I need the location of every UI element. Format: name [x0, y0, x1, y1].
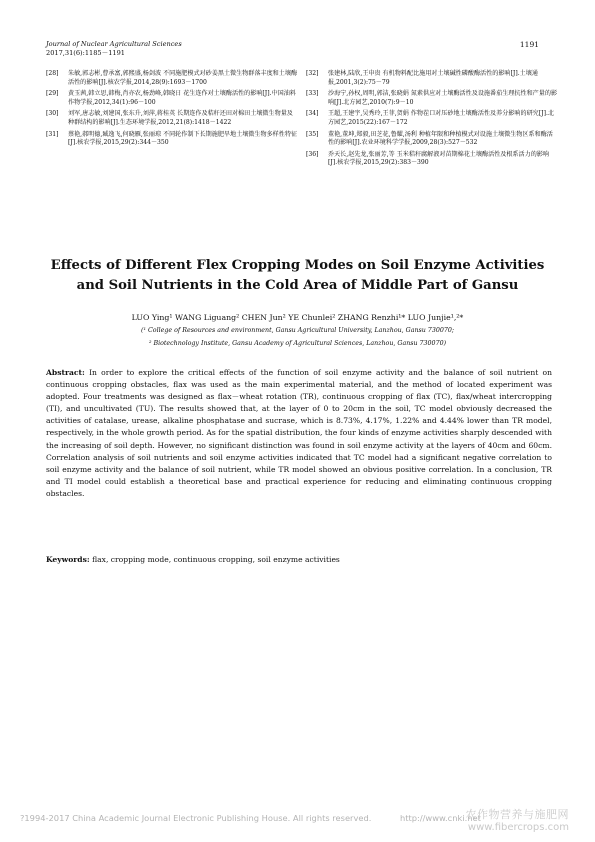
reference-number: [34] [306, 110, 319, 118]
abstract [46, 367, 552, 500]
watermark-text: 农作物营养与施肥网 [465, 808, 569, 821]
reference-number: [31] [46, 130, 59, 138]
paper-title [30, 256, 565, 296]
reference-text: 黄玉茜,韩立思,韩梅,肖亦农,杨劲峰,韩晓日 花生连作对土壤酶活性的影响[J].中国油料作物学报,2012,34(1):96－100 [68, 90, 296, 106]
reference-text: 王超,王建宇,吴秀玲,王菲,贺娟 作物茬口对压砂地土壤酶活性及养分影响的研究[J].北方园艺,2015(22):167－172 [328, 110, 555, 126]
keywords-text: flax, cropping mode, continuous cropping, soil enzyme activities [92, 555, 340, 564]
affiliation-2: ² Biotechnology Institute, Gansu Academy of Agricultural Sciences, Lanzhou, Gansu 730070) [148, 340, 447, 347]
reference-number: [33] [306, 90, 319, 98]
abstract-text: In order to explore the critical effects of the function of soil enzyme activity and the balance of soil nutrient on continuous cropping obstacles, flax was used as the main experimental material, and the method of located experiment was adopted. Four treatments was designed as flax－wheat rotation (TR), continuous cropping of flax (TC), flax/wheat intercropping (TI), and uncultivated (TU). The results showed that, at the layer of 0 to 20cm in the soil, TC model obviously decreased the activities of catalase, urease, alkaline phosphatase and sucrase, which is 8.73%, 4.17%, 1.22% and 4.44% lower than TR model, respectively, in the whole growth period. As for the spatial distribution, the four kinds of enzyme activities sharply descended with the increasing of soil depth. However, no significant distinction was found in soil enzyme activity at the layers of 40cm and 60cm. Correlation analysis of soil nutrients and soil enzyme activities indicated that TC model had a significant negative correlation to soil enzyme activity and the balance of soil nutrient, while TR model showed an obvious positive correlation. In a conclusion, TR and TI model could establish a theoretical base and practical experience for reducing and eliminating continuous cropping obstacles. [46, 368, 552, 498]
reference-text: 张建林,陆欣,王申贵 有机物料配比施用对土壤碱性磷酸酶活性的影响[J].土壤通报,2001,3(2):75－79 [328, 70, 538, 86]
author-list: LUO Ying¹ WANG Liguang² CHEN Jun² YE Chunlei² ZHANG Renzhi¹* LUO Junjie¹,²* [131, 313, 464, 322]
affiliation-1: (¹ College of Resources and environment, Gansu Agricultural University, Lanzhou, Gansu 730070; [141, 327, 454, 334]
reference-number: [29] [46, 90, 59, 98]
reference-item [46, 131, 298, 148]
reference-number: [28] [46, 70, 59, 77]
reference-text: 董艳,董坤,郑毅,田芝花,鲁耀,汤利 种植年限和种植模式对设施土壤微生物区系和酶活性的影响[J].农业环境科学学报,2009,28(3):527－532 [328, 130, 553, 147]
copyright-footer: ?1994-2017 China Academic Journal Electronic Publishing House. All rights reserved. [20, 813, 372, 823]
references-left-column [46, 70, 298, 151]
reference-item [306, 70, 558, 87]
references-right-column [306, 70, 558, 171]
reference-item [306, 131, 558, 148]
abstract-label: Abstract: [46, 368, 85, 377]
title-line-2: and Soil Nutrients in the Cold Area of Middle Part of Gansu [76, 278, 519, 293]
reference-item [306, 110, 558, 127]
reference-number: [35] [306, 130, 319, 138]
reference-item [306, 151, 558, 168]
reference-text: 朱敏,郭志彬,曹承富,郭熙盛,杨剑波 不同施肥模式对砂姜黑土微生物群落丰度和土壤酶活性的影响[J].核农学报,2014,28(9):1693－1700 [68, 70, 298, 86]
reference-item [306, 90, 558, 107]
keywords-label: Keywords: [46, 555, 90, 564]
footer-url-link[interactable]: http://www.cnki.net [400, 813, 481, 823]
reference-text: 刘军,唐志敏,刘建国,张东升,刘萍,蒋桂英 长期连作及秸秆还田对棉田土壤微生物量及种群结构的影响[J].生态环境学报,2012,21(8):1418－1422 [68, 110, 293, 126]
journal-name: Journal of Nuclear Agricultural Sciences [46, 40, 182, 48]
keywords [46, 554, 552, 566]
reference-number: [30] [46, 110, 59, 118]
reference-number: [36] [306, 150, 319, 158]
reference-item [46, 90, 298, 107]
reference-number: [32] [306, 70, 319, 77]
reference-text: 蔡艳,郝明德,臧逸飞,何晓雁,张丽琼 不同轮作制下长期施肥旱地土壤微生物多样性特征[J].核农学报,2015,29(2):344－350 [68, 130, 298, 147]
reference-text: 乔天长,赵先龙,张丽芳,等 玉米秸秆腐解液对苗期棉花土壤酶活性及根系活力的影响[J].核农学报,2015,29(2):383－390 [328, 150, 550, 167]
issue-info: 2017,31(6):1185－1191 [46, 49, 125, 57]
page-number: 1191 [519, 40, 539, 49]
title-line-1: Effects of Different Flex Cropping Modes on Soil Enzyme Activities [50, 258, 545, 273]
reference-text: 沙海宁,孙权,周明,郭洁,张晓娟 氮素供应对土壤酶活性及设施番茄生理抗性和产量的影响[J].北方园艺,2010(7):9－10 [328, 90, 558, 106]
watermark-logo [419, 806, 569, 833]
reference-item [46, 110, 298, 127]
reference-item [46, 70, 298, 87]
watermark-url: www.fibercrops.com [467, 822, 569, 833]
